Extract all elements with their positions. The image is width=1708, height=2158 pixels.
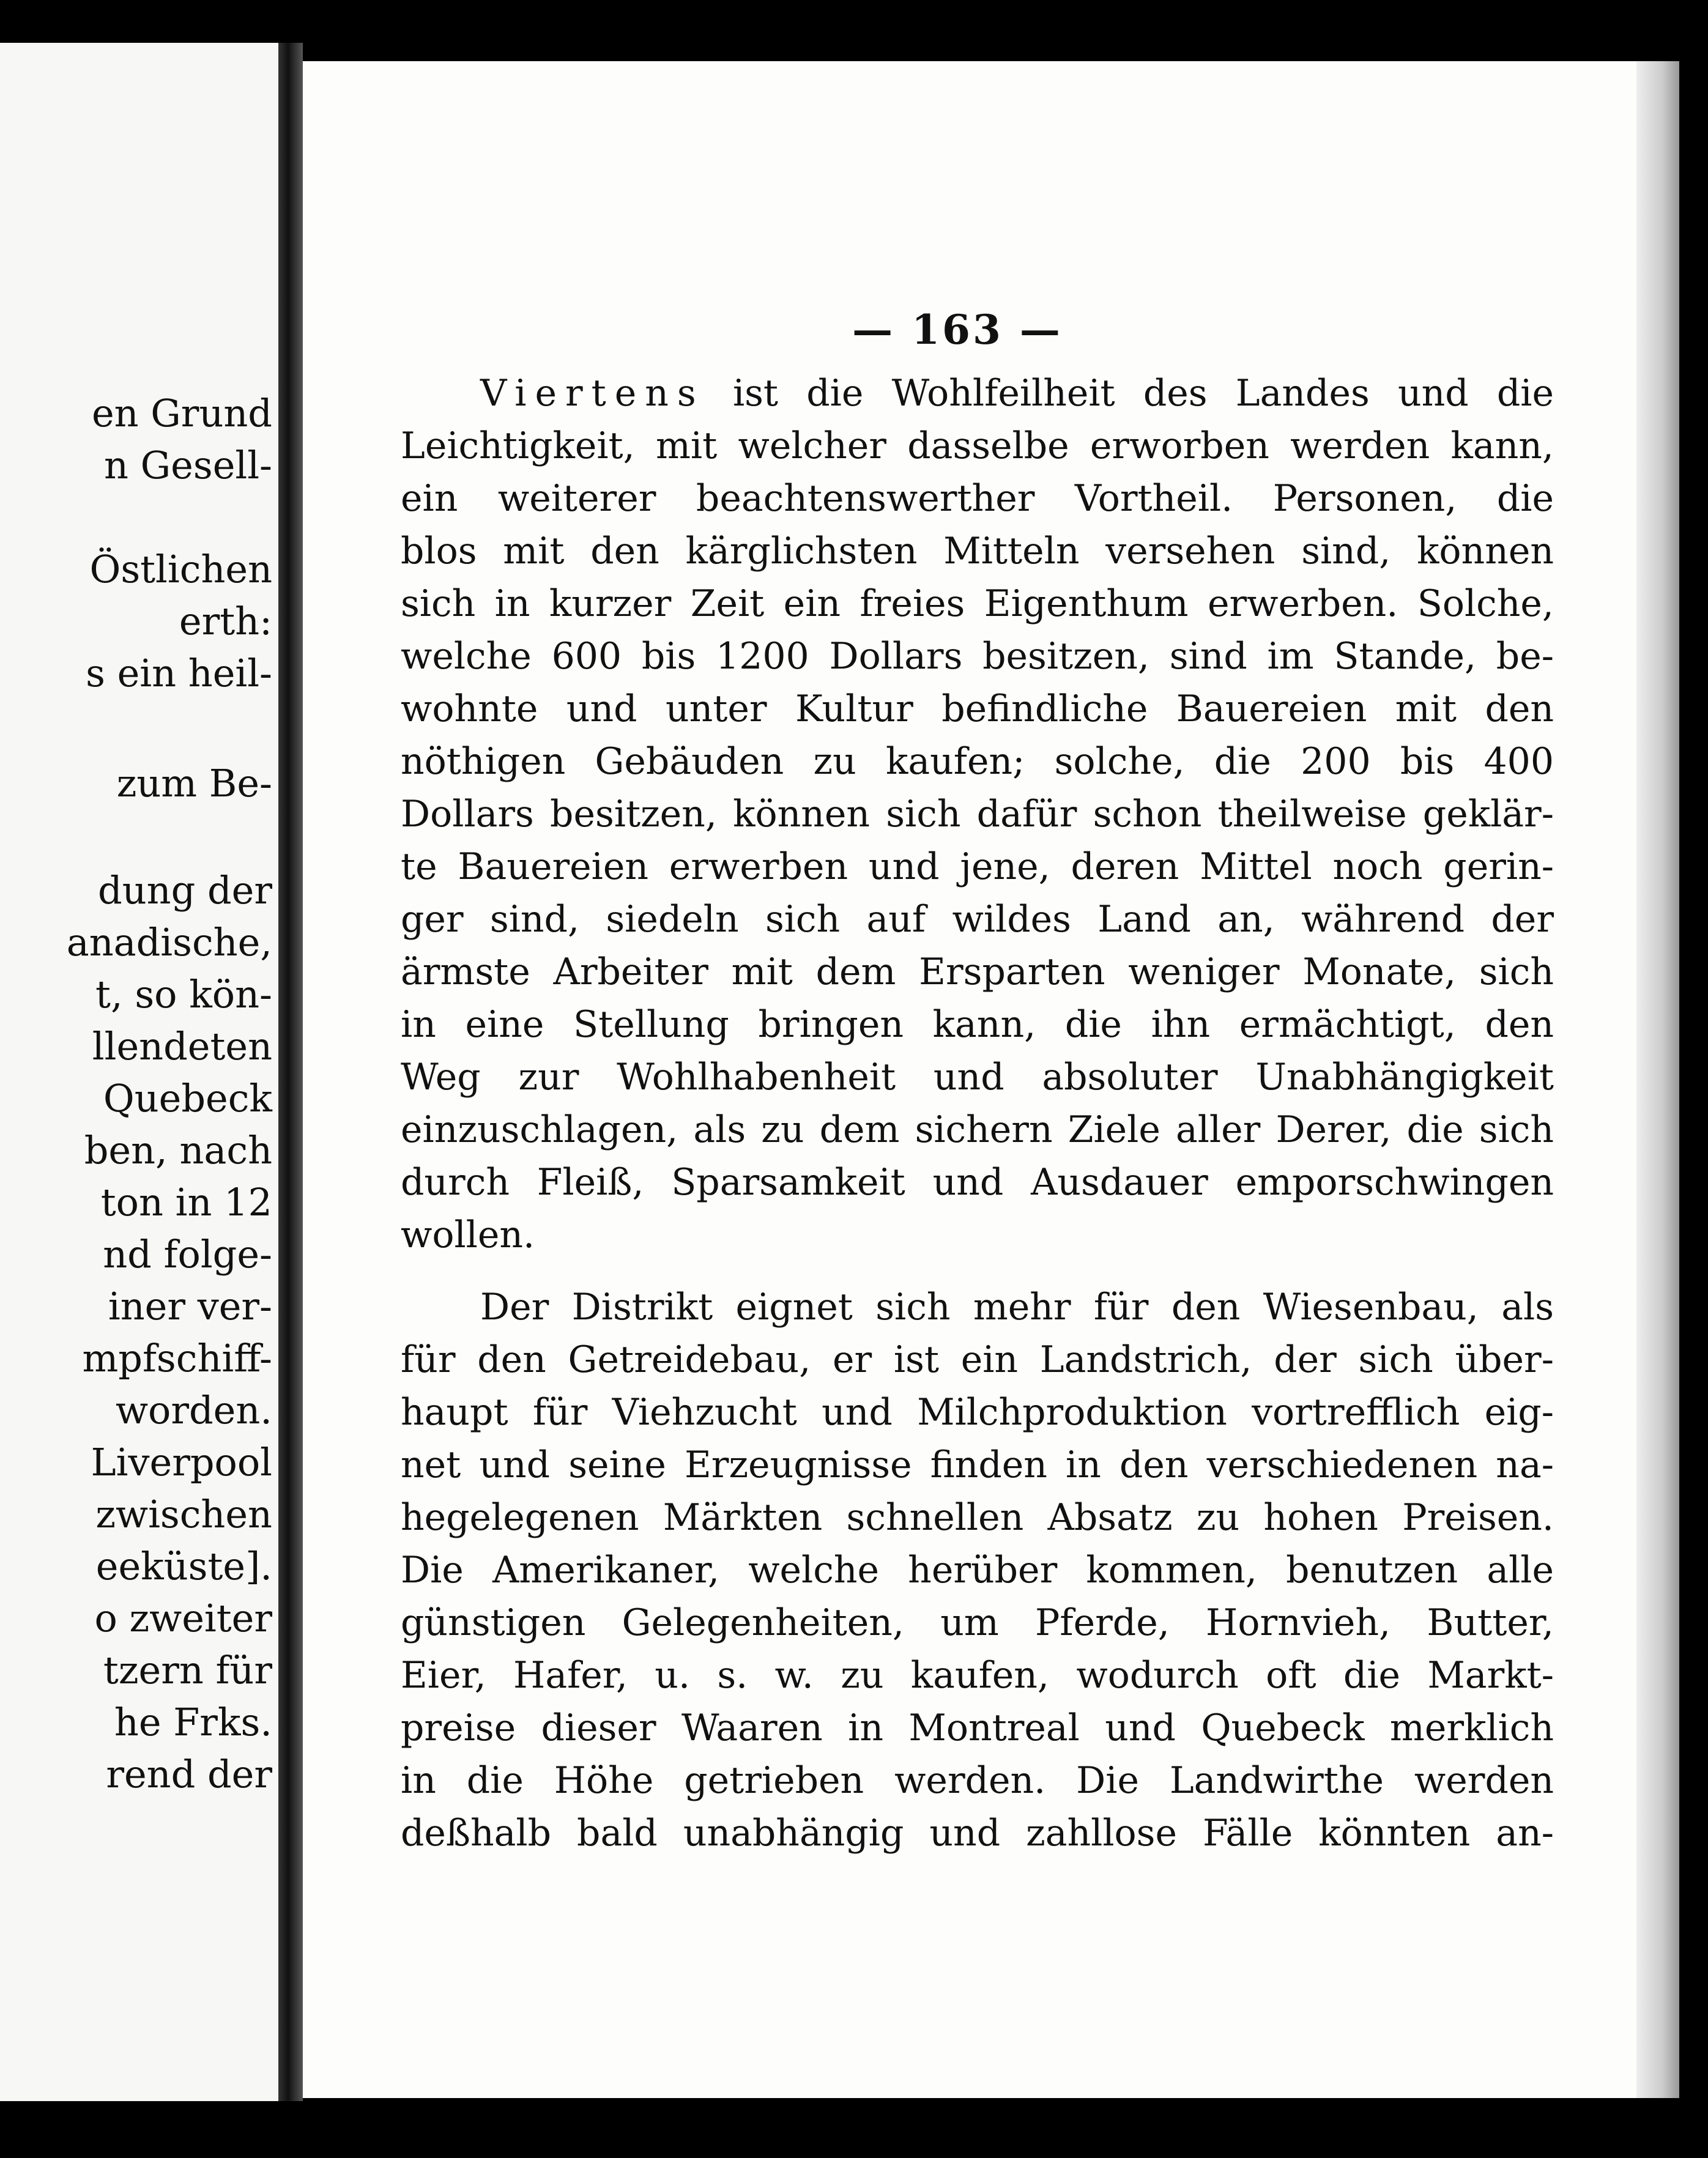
text-line: ger sind, siedeln sich auf wildes Land an, während der <box>401 898 1554 941</box>
left-fragment: Liverpool <box>91 1440 272 1485</box>
text-line: ein weiterer beachtenswerther Vortheil. Personen, die <box>401 477 1554 520</box>
text-line: sich in kurzer Zeit ein freies Eigenthum erwerben. Solche, <box>401 582 1554 625</box>
left-fragment: eeküste]. <box>95 1544 272 1589</box>
left-fragment: rend der <box>106 1752 272 1796</box>
text-line: einzuschlagen, als zu dem sichern Ziele aller Derer, die sich <box>401 1108 1554 1151</box>
paragraph-gap <box>401 1261 1554 1281</box>
text-line: in eine Stellung bringen kann, die ihn ermächtigt, den <box>401 1003 1554 1046</box>
text-line: wollen. <box>401 1214 535 1256</box>
left-fragment: nd folge- <box>103 1232 272 1277</box>
text-line: wohnte und unter Kultur befindliche Bauereien mit den <box>401 688 1554 730</box>
left-fragment: s ein heil- <box>86 651 272 695</box>
text-line: durch Fleiß, Sparsamkeit und Ausdauer emporschwingen <box>401 1161 1554 1204</box>
left-fragment: iner ver- <box>108 1284 272 1329</box>
text-line: Leichtigkeit, mit welcher dasselbe erworben werden kann, <box>401 425 1554 467</box>
first-line-rest: ist die Wohlfeilheit des Landes und die <box>732 372 1554 415</box>
left-fragment: n Gesell- <box>104 443 272 488</box>
text-line: haupt für Viehzucht und Milchproduktion vortrefflich eig- <box>401 1391 1554 1434</box>
left-fragment: o zweiter <box>94 1596 272 1641</box>
text-line: te Bauereien erwerben und jene, deren Mittel noch gerin- <box>401 845 1554 888</box>
left-fragment: zwischen <box>95 1492 272 1537</box>
left-fragment: erth: <box>179 599 272 643</box>
left-fragment: he Frks. <box>114 1700 272 1745</box>
text-line: deßhalb bald unabhängig und zahllose Fälle könnten an- <box>401 1812 1554 1855</box>
text-line: net und seine Erzeugnisse finden in den verschiedenen na- <box>401 1444 1554 1486</box>
right-page <box>303 61 1679 2098</box>
left-fragment: mpfschiff- <box>82 1336 272 1381</box>
left-fragment: tzern für <box>103 1648 272 1693</box>
body-text <box>401 367 1554 1860</box>
left-fragment: t, so kön- <box>95 972 272 1017</box>
left-facing-page <box>0 43 278 2101</box>
left-fragment: dung der <box>98 868 272 913</box>
text-line: preise dieser Waaren in Montreal und Quebeck merklich <box>401 1707 1554 1749</box>
text-line: günstigen Gelegenheiten, um Pferde, Hornvieh, Butter, <box>401 1601 1554 1644</box>
text-line: Die Amerikaner, welche herüber kommen, benutzen alle <box>401 1549 1554 1592</box>
text-line: hegelegenen Märkten schnellen Absatz zu hohen Preisen. <box>401 1496 1554 1539</box>
text-line: Der Distrikt eignet sich mehr für den Wiesenbau, als <box>480 1286 1554 1329</box>
text-line: Eier, Hafer, u. s. w. zu kaufen, wodurch oft die Markt- <box>401 1654 1554 1697</box>
text-line: welche 600 bis 1200 Dollars besitzen, sind im Stande, be- <box>401 635 1554 678</box>
text-line: ärmste Arbeiter mit dem Ersparten weniger Monate, sich <box>401 951 1554 993</box>
left-fragment: Quebeck <box>103 1076 272 1121</box>
text-line: blos mit den kärglichsten Mitteln versehen sind, können <box>401 530 1554 573</box>
left-fragment: en Grund <box>91 391 272 436</box>
page-edge <box>1636 61 1679 2098</box>
text-line: in die Höhe getrieben werden. Die Landwirthe werden <box>401 1759 1554 1802</box>
text-line: Dollars besitzen, können sich dafür schon theilweise geklär- <box>401 793 1554 836</box>
left-fragment: ton in 12 <box>100 1180 272 1225</box>
left-fragment: ben, nach <box>84 1128 272 1173</box>
emphasized-word: Viertens <box>480 372 705 415</box>
text-line: Weg zur Wohlhabenheit und absoluter Unabhängigkeit <box>401 1056 1554 1099</box>
left-fragment: llendeten <box>92 1024 272 1069</box>
left-fragment: worden. <box>115 1388 272 1433</box>
text-line: nöthigen Gebäuden zu kaufen; solche, die 200 bis 400 <box>401 740 1554 783</box>
left-fragment: anadische, <box>66 920 272 965</box>
page-number: — 163 — <box>852 306 1063 354</box>
left-fragment: Östlichen <box>89 547 272 591</box>
left-fragment: zum Be- <box>116 761 272 806</box>
text-line: für den Getreidebau, er ist ein Landstrich, der sich über- <box>401 1338 1554 1381</box>
text-line <box>401 367 1554 420</box>
